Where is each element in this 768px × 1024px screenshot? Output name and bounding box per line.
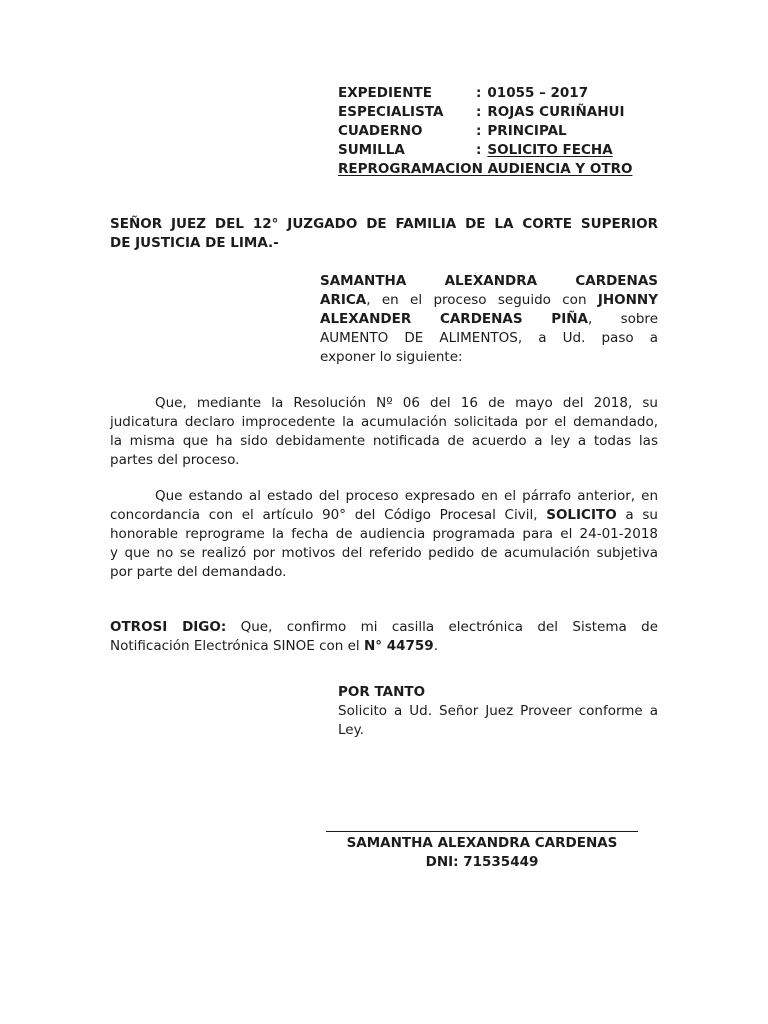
paragraph-text: Notificación Electrónica SINOE con el <box>110 638 364 654</box>
intro-line <box>320 348 658 367</box>
header-label-especialista: ESPECIALISTA <box>338 104 444 120</box>
addressee-line: DE JUSTICIA DE LIMA.- <box>110 235 279 251</box>
body-paragraph-1 <box>110 394 658 470</box>
header-value-sumilla: SOLICITO FECHA <box>487 142 613 158</box>
intro-text: , sobre <box>587 311 658 327</box>
sumilla-continuation: REPROGRAMACION AUDIENCIA Y OTRO <box>338 161 633 177</box>
paragraph-line <box>110 544 658 563</box>
paragraph-text: . <box>433 638 438 654</box>
closing-line: Ley. <box>338 722 364 738</box>
intro-text: AUMENTO DE ALIMENTOS, a Ud. paso a <box>320 330 658 346</box>
paragraph-text: Que, confirmo mi casilla electrónica del Sistema de <box>226 619 659 635</box>
paragraph-line <box>110 487 658 506</box>
header-row-sumilla <box>338 141 668 160</box>
petitioner-name: SAMANTHA ALEXANDRA CARDENAS <box>320 273 658 289</box>
intro-line <box>320 291 658 310</box>
closing-line: Solicito a Ud. Señor Juez Proveer conforme a <box>338 703 658 719</box>
signer-dni: DNI: 71535449 <box>425 854 539 870</box>
header-separator: : <box>476 142 482 158</box>
intro-text: exponer lo siguiente: <box>320 349 463 365</box>
intro-text: , en el proceso seguido con <box>366 292 598 308</box>
paragraph-line <box>110 618 658 637</box>
signer-name: SAMANTHA ALEXANDRA CARDENAS <box>346 835 618 851</box>
header-value-cuaderno: PRINCIPAL <box>487 123 567 139</box>
paragraph-text: a su <box>616 507 658 523</box>
paragraph-line <box>110 506 658 525</box>
header-value-expediente: 01055 – 2017 <box>487 85 589 101</box>
case-header <box>338 84 668 179</box>
petitioner-surname: ARICA <box>320 292 367 308</box>
paragraph-text: y que no se realizó por motivos del referido pedido de acumulación subjetiva <box>110 545 658 561</box>
respondent-surname: ALEXANDER CARDENAS PIÑA <box>320 311 588 327</box>
paragraph-text: por parte del demandado. <box>110 564 287 580</box>
paragraph-line: judicatura declaro improcedente la acumulación solicitada por el demandado, <box>110 414 658 430</box>
intro-paragraph <box>320 272 658 367</box>
paragraph-line <box>110 525 658 544</box>
header-label-expediente: EXPEDIENTE <box>338 85 432 101</box>
paragraph-line: partes del proceso. <box>110 452 240 468</box>
paragraph-text: Que estando al estado del proceso expresado en el párrafo anterior, en <box>155 488 658 504</box>
header-row-expediente <box>338 84 668 103</box>
header-row-especialista <box>338 103 668 122</box>
addressee-line: SEÑOR JUEZ DEL 12° JUZGADO DE FAMILIA DE LA CORTE SUPERIOR <box>110 216 658 232</box>
signature-block <box>326 834 638 872</box>
request-keyword: SOLICITO <box>546 507 617 523</box>
intro-line <box>320 272 658 291</box>
paragraph-line <box>110 637 658 656</box>
intro-line <box>320 329 658 348</box>
paragraph-line: la misma que ha sido debidamente notificada de acuerdo a ley a todas las <box>110 433 658 449</box>
header-label-cuaderno: CUADERNO <box>338 123 423 139</box>
respondent-name: JHONNY <box>597 292 658 308</box>
intro-line <box>320 310 658 329</box>
header-value-especialista: ROJAS CURIÑAHUI <box>487 104 625 120</box>
paragraph-line <box>110 563 658 582</box>
header-separator: : <box>476 123 482 139</box>
paragraph-line: Que, mediante la Resolución Nº 06 del 16 de mayo del 2018, su <box>155 395 658 411</box>
otrosi-paragraph <box>110 618 658 656</box>
signature-line <box>326 831 638 832</box>
otrosi-heading: OTROSI DIGO: <box>110 619 227 635</box>
header-label-sumilla: SUMILLA <box>338 142 405 158</box>
closing-heading: POR TANTO <box>338 684 426 700</box>
casilla-number: N° 44759 <box>363 638 434 654</box>
paragraph-text: concordancia con el artículo 90° del Código Procesal Civil, <box>110 507 547 523</box>
header-separator: : <box>476 104 482 120</box>
header-row-sumilla-continuation <box>338 160 668 179</box>
closing <box>338 683 658 740</box>
header-separator: : <box>476 85 482 101</box>
body-paragraph-2 <box>110 487 658 582</box>
addressee <box>110 215 658 253</box>
paragraph-text: honorable reprograme la fecha de audiencia programada para el 24-01-2018 <box>110 526 658 542</box>
header-row-cuaderno <box>338 122 668 141</box>
